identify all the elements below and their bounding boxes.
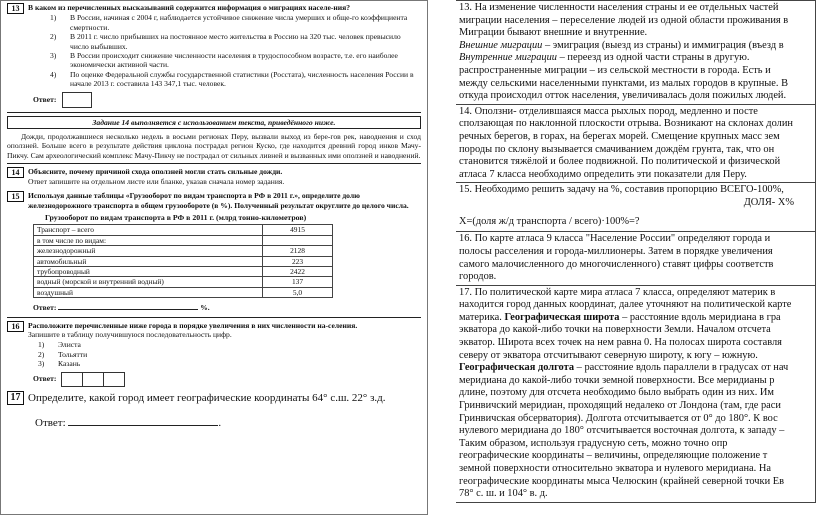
table-row: в том числе по видам: [34,235,333,245]
answer-label: Ответ: [33,374,57,384]
instruction-banner: Задание 14 выполняется с использованием текста, приведённого ниже. [7,116,421,129]
answer-cells[interactable] [62,372,125,387]
option-item: 2) В 2011 г. число прибывших на постоянное место жительства в Россию на 320 тыс. человек превысило число выбывших. [50,32,401,51]
task-number: 13 [7,3,24,14]
task-number: 16 [7,321,24,332]
answer-key-15: 15. Необходимо решить задачу на %, составив пропорцию ВСЕГО-100%, ДОЛЯ- Х% Х=(доля ж/д транспорта / всего)·100%=? [456,183,816,232]
option-item: 2) Тольятти [38,349,88,359]
table-row: водный (морской и внутренний водный) 137 [34,277,333,287]
divider [7,112,421,113]
task-number: 14 [7,167,24,178]
answer-row [33,372,421,387]
table-row: Транспорт – всего 4915 [34,225,333,235]
freight-table [33,224,333,298]
answer-key-13: 13. На изменение численности населения страны и ее отдельных частей миграции населения – переселение людей из одной области проживания в Миграции бывают внешние и внутренние. Внешние миграции – эмиграция (выезд из страны) и иммиграция (въезд в Внутренние миграции – переезд из одной части страны в другую. распространенные миграции – из сельской местности в города. Есть и между сельскими населенными пунктами, из малых городов в крупные. В откуда происходил отток населения, увеличивалась доля пожилых людей. [456,0,816,105]
task-13 [7,3,421,89]
answer-key-table [456,0,816,515]
answer-suffix: %. [200,303,210,313]
task-number: 17 [7,391,24,405]
answer-row [33,302,421,312]
answer-key-17: 17. По политической карте мира атласа 7 класса, определяют материк в находится город данных координат, далее уточняют на политической карте материка. Географическая широта – расстояние вдоль меридиана в гра экватора до какой-либо точки на поверхности Земли. Началом отсчета экватор. Широта всех точек на нем равна 0. На полосах широта составля северу от экватора отсчитывают северную широту, к югу – южную. Географическая долгота – расстояние вдоль параллели в градусах от нач меридиана до какой-либо точки земной поверхности. Все меридианы р длине, поэтому для отсчета необходимо было выбрать один из них. Им Гринвичский меридиан, проходящий недалеко от Лондона (там, где раси Гринвичская обсерватория). Долгота отсчитывается от 0° до 180°. К вос нулевого меридиана до 180° отсчитывается восточная долгота, к западу – Таким образом, используя градусную сеть, можно точно опр географические координаты – величины, определяющие положение т земной поверхности относительно экватора и нулевого меридиана. На географические координаты мыса Челюскин (крайней северной точки Ев 78° с. ш. и 104° в. д. [456,286,816,503]
answer-line[interactable] [68,415,218,426]
task-question: Расположите перечисленные ниже города в порядке увеличения в них численности на-селения. [28,320,358,330]
options-list [38,340,357,368]
answer-label: Ответ: [35,416,66,429]
task-note: Ответ запишите на отдельном листе или бланке, указав сначала номер задания. [28,176,285,186]
table-row: железнодорожный 2128 [34,246,333,256]
task-number: 15 [7,191,24,202]
table-row: воздушный 5,0 [34,287,333,297]
divider [7,163,421,164]
task-17 [7,391,421,405]
options-list [50,13,421,88]
reading-passage: Дожди, продолжавшиеся несколько недель в восьми регионах Перу, вызвали выход из бере-гов рек, наводнения и сход оползней. Больше всего в результате действия циклона пострадал регион Куско, где находится древний город инков Мачу-Пикчу. Сам археологический комплекс Мачу-Пикчу не пострадал от сильных ливней и вызванных ими оползней и наводнений. [7,132,421,160]
task-question: В каком из перечисленных высказываний содержится информация о миграциях населе-ния? [28,3,351,12]
option-item: 3) Казань [38,359,81,369]
divider [7,317,421,318]
task-14 [7,167,421,186]
option-item: 1) В России, начиная с 2004 г, наблюдается устойчивое снижение числа умерших и обще-го коэффициента смертности. [50,13,408,32]
table-row: трубопроводный 2422 [34,266,333,276]
answer-box[interactable] [62,92,92,108]
table-title: Грузооборот по видам транспорта в РФ в 2011 г. (млрд тонно-километров) [45,212,307,222]
table-row: автомобильный 223 [34,256,333,266]
answer-row: Ответ: . [35,416,222,429]
task-question: Объясните, почему причиной схода оползней могли стать сильные дожди. [28,167,283,177]
answer-line[interactable] [58,302,198,310]
option-item: 3) В России происходит снижение численности населения в трудоспособном возрасте, т.е. его наиболее экономически активной части. [50,51,398,70]
answer-key-16: 16. По карте атласа 9 класса "Население России" определяют города и полосы расселения и города-миллионеры. Затем в порядке увеличения самого малочисленного до многочисленного) ставят цифры соответств городов. [456,232,816,285]
task-16 [7,321,421,369]
answer-label: Ответ: [33,94,57,104]
answer-label: Ответ: [33,303,57,313]
task-note: Запишите в таблицу получившуюся последовательность цифр. [28,329,232,339]
task-15 [7,191,421,210]
answer-key-14: 14. Оползни- отделившаяся масса рыхлых пород, медленно и посте сползающая по наклонной плоскости отрыва. Возникают на склонах долин речных берегов, в горах, на берегах морей. Смещение крупных масс зем породы по склону вызывается смачиванием дождём грунта, так, что он становится тяжёлой и более подвижной. По политической и физической атласа 7 класса необходимо определить эти показатели для Перу. [456,105,816,184]
option-item: 4) По оценке Федеральной службы государственной статистики (Росстата), численность населения России в начале 2013 г. составила 143 347,1 тыс. человек. [50,69,414,89]
option-item: 1) Элиста [38,340,81,350]
task-question: Определите, какой город имеет географические координаты 64° с.ш. 22° з.д. [28,391,386,404]
answer-row [33,92,421,108]
task-question: Используя данные таблицы «Грузооборот по видам транспорта в РФ в 2011 г.», определите долю железнодорожного транспорта в общем грузообороте (в %). Полученный результат округлите до целого числа. [28,191,409,210]
